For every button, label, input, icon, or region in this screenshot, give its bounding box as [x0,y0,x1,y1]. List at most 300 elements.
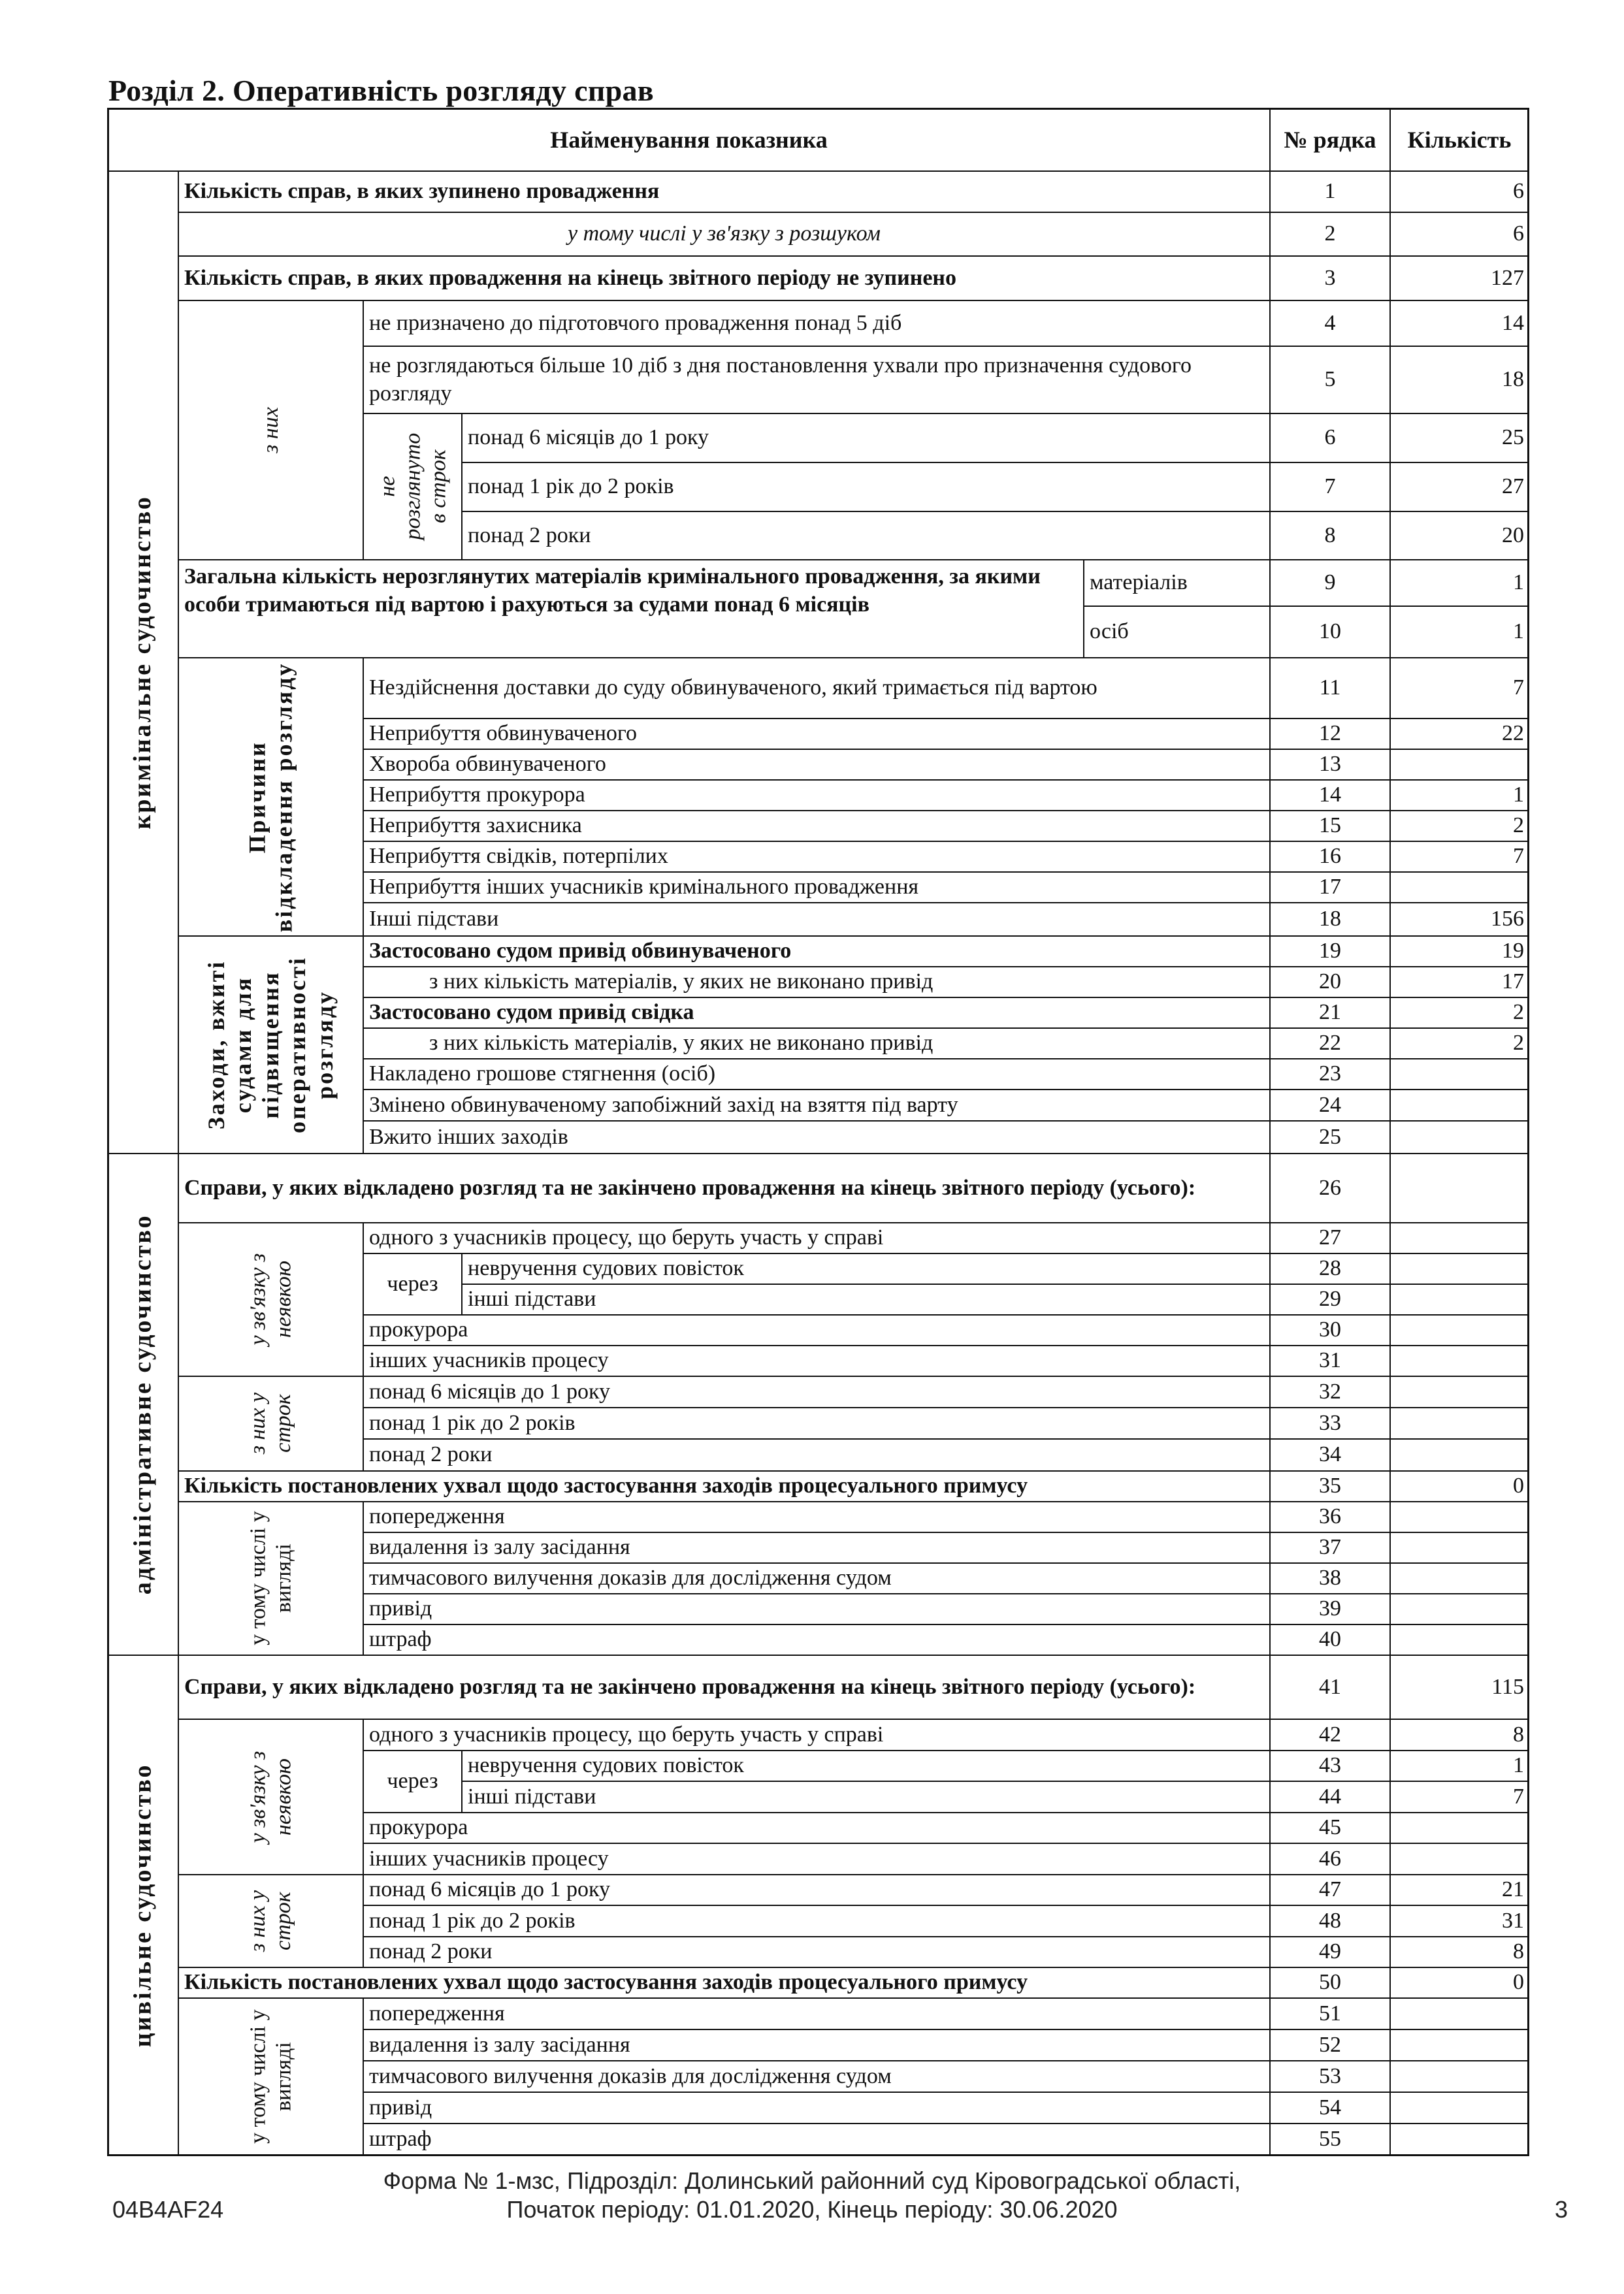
indicator-label-text: понад 1 рік до 2 років [369,1410,576,1435]
quantity-value-text: 22 [1502,721,1524,746]
row-number-text: 1 [1324,179,1336,204]
quantity-value-text: 7 [1513,675,1524,700]
row-number-text: 38 [1319,1566,1341,1591]
quantity-value [1389,1532,1529,1564]
indicator-label [178,212,1271,257]
footer-code: 04B4AF24 [112,2196,224,2223]
indicator-label [178,1470,1271,1502]
indicator-label-text: попередження [369,1504,505,1529]
indicator-label-text: інші підстави [468,1784,596,1809]
group-u-zviazku-line: неявкою [271,1758,296,1836]
row-number-text: 51 [1319,2001,1341,2026]
row-number-text: 53 [1319,2063,1341,2088]
quantity-value [1389,2092,1529,2124]
indicator-label-text: у тому числі у зв'язку з розшуком [567,221,881,246]
indicator-label-text: з них кількість матеріалів, у яких не виконано привід [429,1031,934,1056]
quantity-value [1389,966,1529,998]
row-number [1269,1120,1391,1154]
row-number-text: 14 [1319,783,1341,807]
quantity-value-text: 6 [1513,221,1524,246]
indicator-label-text: інші підстави [468,1287,596,1312]
row-number-text: 6 [1324,425,1336,450]
quantity-value [1389,1781,1529,1813]
indicator-label [461,1284,1271,1316]
quantity-value [1389,1438,1529,1472]
quantity-value-text: 17 [1502,969,1524,994]
quantity-value-text: 7 [1513,844,1524,869]
indicator-label [363,1997,1271,2030]
row-number-text: 5 [1324,367,1336,392]
quantity-value [1389,1843,1529,1875]
row-number-text: 17 [1319,875,1341,899]
row-number-text: 3 [1324,265,1336,290]
row-number [1269,346,1391,414]
footer-form-info: Форма № 1-мзс, Підрозділ: Долинський районний суд Кіровоградської області, [383,2167,1241,2194]
row-number [1269,1936,1391,1968]
row-number-text: 35 [1319,1474,1341,1498]
quantity-value [1389,779,1529,811]
group-z-nykh-strok-line: строк [271,1892,296,1950]
indicator-label-text: прокурора [369,1317,468,1342]
quantity-value [1389,1997,1529,2030]
quantity-value [1389,462,1529,512]
group-z-nykh-strok [178,1874,364,1968]
quantity-value [1389,1905,1529,1937]
indicator-label-text: тимчасового вилучення доказів для дослідження судом [369,1566,892,1591]
row-number [1269,413,1391,463]
quantity-value [1389,1719,1529,1751]
indicator-label [461,511,1271,560]
quantity-value-text: 27 [1502,474,1524,499]
row-number [1269,1532,1391,1564]
indicator-label [363,810,1271,842]
quantity-value [1389,170,1529,213]
row-number [1269,1874,1391,1906]
row-number-text: 33 [1319,1410,1341,1435]
row-number [1269,1376,1391,1408]
indicator-label [363,902,1271,937]
row-number [1269,255,1391,301]
indicator-label-text: Хвороба обвинуваченого [369,752,606,777]
row-number-text: 13 [1319,752,1341,777]
row-number-text: 27 [1319,1225,1341,1250]
row-number [1269,1089,1391,1122]
row-number-text: 50 [1319,1970,1341,1995]
quantity-value-text: 2 [1513,1000,1524,1025]
indicator-label [363,2060,1271,2093]
row-number-text: 10 [1319,619,1341,644]
group-reasons-line: Причини [244,740,270,854]
row-number [1269,1501,1391,1533]
row-number [1269,1027,1391,1059]
indicator-label [363,1314,1271,1346]
indicator-label-text: Неприбуття обвинуваченого [369,721,638,746]
quantity-value [1389,1812,1529,1844]
row-number-text: 49 [1319,1939,1341,1964]
row-number [1269,2029,1391,2061]
row-number-text: 23 [1319,1061,1341,1086]
quantity-value [1389,657,1529,719]
section-administrative [107,1153,179,1656]
row-number [1269,462,1391,512]
indicator-label [461,1253,1271,1285]
indicator-label-text: невручення судових повісток [468,1753,744,1778]
indicator-label-text: не призначено до підготовчого провадження понад 5 діб [369,310,902,335]
quantity-value-text: 0 [1513,1474,1524,1498]
row-number [1269,1655,1391,1720]
row-number-text: 39 [1319,1596,1341,1621]
row-number-text: 30 [1319,1317,1341,1342]
row-number [1269,718,1391,750]
header-row-no-text: № рядка [1284,126,1376,153]
indicator-label-text: інших учасників процесу [369,1348,609,1373]
quantity-value [1389,300,1529,347]
quantity-value [1389,1376,1529,1408]
indicator-label-text: інших учасників процесу [369,1846,609,1871]
indicator-label-text: Справи, у яких відкладено розгляд та не закінчено провадження на кінець звітного періоду (усього): [184,1674,1196,1699]
row-number [1269,1812,1391,1844]
indicator-label-text: понад 6 місяців до 1 року [468,425,709,450]
row-number-text: 18 [1319,907,1341,931]
indicator-label [363,1719,1271,1751]
row-number-text: 7 [1324,474,1336,499]
row-number-text: 8 [1324,523,1336,547]
quantity-value-text: 2 [1513,813,1524,838]
indicator-label-text: видалення із залу засідання [369,1535,630,1560]
row-number [1269,871,1391,903]
row-number-text: 9 [1324,570,1336,595]
header-qty [1389,108,1529,172]
row-number [1269,997,1391,1029]
row-number-text: 45 [1319,1815,1341,1840]
quantity-value-text: 127 [1491,265,1524,290]
indicator-label [363,1562,1271,1594]
row-number [1269,749,1391,781]
indicator-label-text: штраф [369,1627,432,1652]
sub-label-cherez-text: через [387,1271,438,1296]
indicator-label-text: Вжито інших заходів [369,1124,568,1149]
quantity-value [1389,841,1529,873]
group-z-nykh [178,300,364,560]
indicator-label [178,1967,1271,1999]
row-number [1269,1438,1391,1472]
section-criminal-line: кримінальне судочинство [129,495,157,830]
row-number [1269,559,1391,607]
quantity-value [1389,346,1529,414]
section-administrative-line: адміністративне судочинство [129,1214,157,1595]
indicator-label [178,170,1271,213]
indicator-label-text: Кількість постановлених ухвал щодо застосування заходів процесуального примусу [184,1474,1028,1498]
indicator-label [363,2123,1271,2156]
row-number [1269,212,1391,257]
indicator-label-text: понад 1 рік до 2 років [369,1908,576,1933]
quantity-value [1389,559,1529,607]
indicator-label [363,300,1271,347]
quantity-value [1389,1058,1529,1090]
row-number-text: 47 [1319,1877,1341,1902]
indicator-label [363,718,1271,750]
indicator-label [363,966,1271,998]
row-number-text: 12 [1319,721,1341,746]
quantity-value [1389,413,1529,463]
indicator-label [363,1058,1271,1090]
indicator-label-text: понад 2 роки [369,1442,493,1467]
indicator-label [363,2092,1271,2124]
indicator-label-text: Інші підстави [369,907,499,931]
row-number-text: 26 [1319,1175,1341,1200]
group-measures [178,935,364,1154]
row-number [1269,1997,1391,2030]
quantity-value [1389,606,1529,658]
row-number-text: 25 [1319,1124,1341,1149]
quantity-value-text: 8 [1513,1722,1524,1747]
quantity-value [1389,1967,1529,1999]
group-measures-line: оперативності [284,956,311,1134]
row-number-text: 41 [1319,1674,1341,1699]
quantity-value-text: 8 [1513,1939,1524,1964]
quantity-value [1389,1345,1529,1377]
group-measures-line: підвищення [257,971,284,1119]
row-number [1269,1624,1391,1656]
indicator-label [363,1438,1271,1472]
group-u-zviazku [178,1222,364,1377]
indicator-label-text: Неприбуття інших учасників кримінального провадження [369,875,919,899]
indicator-label [363,346,1271,414]
row-number-text: 16 [1319,844,1341,869]
indicator-label-text: Змінено обвинуваченому запобіжний захід на взяття під варту [369,1092,958,1117]
row-number [1269,1843,1391,1875]
page-number: 3 [1555,2196,1568,2223]
indicator-label [363,1501,1271,1533]
indicator-label [461,413,1271,463]
sub-label-materials [1083,559,1271,607]
row-number [1269,2060,1391,2093]
row-number [1269,1153,1391,1223]
indicator-label-text: одного з учасників процесу, що беруть участь у справі [369,1722,884,1747]
quantity-value [1389,1153,1529,1223]
quantity-value [1389,1222,1529,1254]
quantity-value [1389,749,1529,781]
indicator-label [178,1655,1271,1720]
indicator-label [461,1781,1271,1813]
row-number [1269,1967,1391,1999]
group-z-nykh-strok-line: строк [271,1394,296,1453]
row-number [1269,966,1391,998]
row-number [1269,1284,1391,1316]
indicator-label-text: Загальна кількість нерозглянутих матеріалів кримінального провадження, за якими особи тримаються під вартою і рахуються за судами понад 6 місяців [184,564,1041,617]
quantity-value [1389,1407,1529,1440]
sub-label-persons-text: осіб [1090,619,1129,644]
group-ne-rozglianuto-line: розглянуто [400,433,425,540]
row-number [1269,1314,1391,1346]
row-number [1269,170,1391,213]
header-row-no [1269,108,1391,172]
row-number-text: 55 [1319,2127,1341,2152]
indicator-label [363,779,1271,811]
row-number [1269,1750,1391,1782]
row-number-text: 19 [1319,939,1341,963]
sub-label-cherez [363,1253,463,1316]
group-u-tomu-chysli [178,1501,364,1656]
group-z-nykh-strok [178,1376,364,1472]
indicator-label-text: понад 2 роки [468,523,591,547]
quantity-value [1389,1120,1529,1154]
indicator-label [363,871,1271,903]
quantity-value [1389,997,1529,1029]
indicator-label-text: Справи, у яких відкладено розгляд та не закінчено провадження на кінець звітного періоду (усього): [184,1175,1196,1200]
indicator-label [363,657,1271,719]
group-measures-line: розгляду [311,990,338,1099]
quantity-value-text: 18 [1502,367,1524,392]
quantity-value-text: 0 [1513,1970,1524,1995]
row-number [1269,1905,1391,1937]
row-number [1269,2092,1391,2124]
quantity-value-text: 20 [1502,523,1524,547]
group-ne-rozglianuto-line: не [374,476,399,497]
row-number-text: 20 [1319,969,1341,994]
indicator-label-text: Неприбуття свідків, потерпілих [369,844,668,869]
indicator-label-text: Кількість постановлених ухвал щодо застосування заходів процесуального примусу [184,1970,1028,1995]
header-qty-text: Кількість [1407,126,1512,153]
indicator-label [363,1345,1271,1377]
group-u-tomu-chysli-line: у тому числі у [246,2009,270,2144]
header-name-text: Найменування показника [550,126,828,153]
quantity-value [1389,871,1529,903]
row-number [1269,606,1391,658]
quantity-value [1389,1253,1529,1285]
row-number-text: 37 [1319,1535,1341,1560]
row-number [1269,2123,1391,2156]
indicator-label-text: Неприбуття прокурора [369,783,585,807]
quantity-value [1389,810,1529,842]
indicator-label [178,255,1271,301]
row-number-text: 43 [1319,1753,1341,1778]
group-reasons [178,657,364,937]
quantity-value [1389,1750,1529,1782]
indicator-label-text: Застосовано судом привід свідка [369,1000,694,1025]
indicator-label [363,1936,1271,1968]
row-number-text: 24 [1319,1092,1341,1117]
row-number [1269,1781,1391,1813]
group-reasons-line: відкладення розгляду [270,662,297,932]
indicator-label [363,1407,1271,1440]
quantity-value-text: 21 [1502,1877,1524,1902]
header-name [107,108,1271,172]
quantity-value [1389,1936,1529,1968]
group-u-tomu-chysli-line: вигляді [271,2042,296,2112]
row-number [1269,841,1391,873]
quantity-value-text: 1 [1513,783,1524,807]
group-u-zviazku-line: у зв'язку з [246,1253,270,1346]
quantity-value-text: 115 [1491,1674,1524,1699]
quantity-value-text: 6 [1513,179,1524,204]
quantity-value [1389,212,1529,257]
row-number [1269,1345,1391,1377]
row-number [1269,1719,1391,1751]
group-ne-rozglianuto-line: в строк [426,449,451,524]
group-z-nykh-strok-line: з них у [246,1890,270,1952]
sub-label-cherez [363,1750,463,1813]
indicator-label [363,1812,1271,1844]
row-number-text: 21 [1319,1000,1341,1025]
row-number [1269,1407,1391,1440]
row-number [1269,902,1391,937]
indicator-label [461,462,1271,512]
indicator-label-text: тимчасового вилучення доказів для дослідження судом [369,2063,892,2088]
quantity-value [1389,718,1529,750]
quantity-value [1389,2060,1529,2093]
row-number [1269,1562,1391,1594]
indicator-label [363,997,1271,1029]
indicator-label [363,1120,1271,1154]
indicator-label-text: Накладено грошове стягнення (осіб) [369,1061,716,1086]
quantity-value [1389,1562,1529,1594]
indicator-label [363,1843,1271,1875]
indicator-label [363,1089,1271,1122]
section-criminal [107,170,179,1154]
quantity-value [1389,1284,1529,1316]
row-number [1269,810,1391,842]
row-number-text: 48 [1319,1908,1341,1933]
indicator-label [363,1905,1271,1937]
quantity-value-text: 19 [1502,939,1524,963]
row-number [1269,1470,1391,1502]
section-civil-line: цивільне судочинство [129,1763,157,2048]
indicator-label-text: понад 1 рік до 2 років [468,474,674,499]
quantity-value-text: 1 [1513,619,1524,644]
quantity-value-text: 1 [1513,1753,1524,1778]
quantity-value [1389,2029,1529,2061]
indicator-label [461,1750,1271,1782]
row-number [1269,1058,1391,1090]
indicator-label [363,935,1271,967]
indicator-label-text: понад 6 місяців до 1 року [369,1877,611,1902]
indicator-label [363,1593,1271,1625]
row-number-text: 52 [1319,2032,1341,2057]
group-measures-line: судами для [230,976,257,1114]
quantity-value [1389,2123,1529,2156]
quantity-value-text: 156 [1491,907,1524,931]
indicator-label-text: привід [369,1596,432,1621]
quantity-value-text: 7 [1513,1784,1524,1809]
indicator-label-text: не розглядаються більше 10 діб з дня постановлення ухвали про призначення судового розгляду [369,353,1192,406]
group-u-tomu-chysli [178,1997,364,2156]
indicator-label-text: Неприбуття захисника [369,813,582,838]
group-u-zviazku-line: у зв'язку з [246,1751,270,1843]
group-measures-line: Заходи, вжиті [203,960,230,1130]
row-number-text: 46 [1319,1846,1341,1871]
row-number-text: 15 [1319,813,1341,838]
indicator-label-text: з них кількість матеріалів, у яких не виконано привід [429,969,934,994]
indicator-label [363,1376,1271,1408]
indicator-label-text: Кількість справ, в яких зупинено провадження [184,179,660,204]
group-u-tomu-chysli-line: вигляді [271,1543,296,1613]
quantity-value [1389,1624,1529,1656]
row-number-text: 44 [1319,1784,1341,1809]
quantity-value [1389,1501,1529,1533]
indicator-label-text: Застосовано судом привід обвинуваченого [369,939,792,963]
row-number-text: 28 [1319,1256,1341,1281]
row-number [1269,657,1391,719]
indicator-label [363,1222,1271,1254]
quantity-value-text: 2 [1513,1031,1524,1056]
sub-label-cherez-text: через [387,1769,438,1794]
indicator-label-text: одного з учасників процесу, що беруть участь у справі [369,1225,884,1250]
row-number [1269,1222,1391,1254]
quantity-value [1389,255,1529,301]
row-number-text: 2 [1324,221,1336,246]
quantity-value [1389,1470,1529,1502]
